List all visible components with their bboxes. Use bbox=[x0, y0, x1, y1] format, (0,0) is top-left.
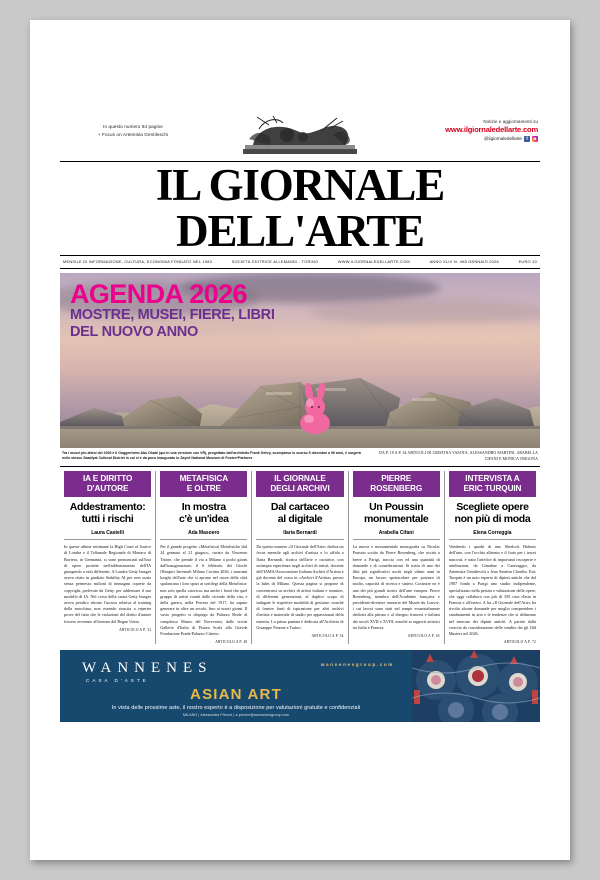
ad-brand-subtitle: CASA D'ASTE bbox=[86, 678, 149, 684]
section-kicker[interactable] bbox=[353, 471, 440, 497]
hero-title-main: AGENDA 2026 bbox=[70, 279, 247, 309]
instagram-icon[interactable]: ◙ bbox=[533, 135, 537, 141]
ad-headline: ASIAN ART bbox=[190, 686, 282, 704]
article-byline: Arabella Cifani bbox=[353, 530, 440, 540]
article-headline[interactable] bbox=[160, 502, 247, 526]
ad-text-area bbox=[60, 650, 412, 722]
headline-line2: al digitale bbox=[277, 512, 323, 525]
hero-caption-row bbox=[60, 448, 540, 466]
kicker-line2: ERIC TURQUIN bbox=[463, 484, 522, 494]
masthead-title: IL GIORNALE DELL'ARTE bbox=[60, 162, 540, 256]
hero-headline bbox=[70, 281, 275, 340]
masthead-subbar bbox=[60, 256, 540, 269]
article-byline: Elena Correggia bbox=[449, 530, 536, 540]
headline-line2: tutti i rischi bbox=[81, 512, 134, 525]
kicker-line1: PIERRE bbox=[381, 474, 412, 484]
subbar-site: WWW.ILGIORNALEDELLARTE.COM bbox=[337, 259, 410, 264]
article-headline[interactable] bbox=[64, 502, 151, 526]
cloud bbox=[310, 299, 540, 325]
article-headline[interactable] bbox=[256, 502, 343, 526]
column-metafisica-e-oltre bbox=[155, 471, 251, 644]
subbar-issue: ANNO XLIV N. 498 GENNAIO 2026 bbox=[429, 259, 499, 264]
article-body: Vendendo i quadri di uno Sherlock Holmes dell'arte, con l'occhio allenato e il fiuto per i tesori nascosti, è stato l'artefice di importanti riscoperte e attribuzioni, da Cimabue a Caravaggio, da Artemisia Gentileschi a Jean Siméon Chardin. Eric Turquin è un noto esperto di dipinti antichi che dal 1987 fonda a Parigi uno studio indipendente, specializzato nella perizia e valutazione delle opere, che oggi collabora con più di 350 case d'asta in Francia e all'estero. A lui «Il Giornale dell'Arte» ha rivolto alcune domande per meglio comprendere i cambiamenti in atto e le tendenze che si delineano nel mercato dei dipinti antichi. A partire dalla crescita da considerazione delle vendite dei gli Old Masters nel 2026. bbox=[448, 544, 537, 637]
article-reference[interactable]: ARTICOLO A P. 32 bbox=[119, 627, 152, 632]
facebook-icon[interactable]: f bbox=[524, 136, 530, 142]
top-strip bbox=[60, 115, 540, 161]
hero-caption: Tra i musei più attesi del 2026 è il Guggenheim Abu Dhabi (qui in una versione con VR), progettato dall'architetto Frank Gehry, scomparso lo scorso 5 dicembre a 96 anni, è sorgerà nello stesso Saadiyat Cultural District in cui si è da poco inaugurato lo Zayed National Museum di Foster+Partners bbox=[62, 451, 361, 461]
article-body: La nuova e monumentale monografia su Nicolas Poussin scritta da Pierre Rosenberg, che uscirà a breve a Parigi, traccia con ed una quantità di domande e di considerazioni. Si tratta di uno dei libri più significativi usciti negli ultimi anni in Europa, un lavoro spettacolare per potenza di studio, capacità di ricerca e sintesi. Costruire ne è uno dei più grandi storici dell'arte europea. Pierre Rosenberg, membro dell'Académie française e presidente-direttore onorario del Musée du Louvre, i cui lavori sono stati nel tempo essenzialmente dedicati alla pittura e al disegno francesi e italiani dei secoli XVII e XVIII, nonché ai rapporti artistici tra Italia e Francia. bbox=[352, 544, 440, 630]
article-headline[interactable] bbox=[449, 502, 536, 526]
kicker-line2: DEGLI ARCHIVI bbox=[270, 484, 330, 494]
issue-note-line2: + Focus on Artemisia Gentileschi bbox=[97, 132, 169, 137]
front-page-columns bbox=[60, 466, 540, 644]
section-kicker[interactable] bbox=[449, 471, 536, 497]
kicker-line1: IL GIORNALE bbox=[274, 474, 326, 484]
hero-photo bbox=[60, 273, 540, 448]
website-link[interactable]: www.ilgiornaledellarte.com bbox=[445, 125, 538, 134]
article-byline: Laura Castelli bbox=[64, 530, 151, 540]
newspaper-page bbox=[30, 20, 570, 860]
headline-line2: monumentale bbox=[364, 512, 429, 525]
column-intervista-eric-turquin bbox=[444, 471, 540, 644]
article-byline: Ilaria Bernardi bbox=[256, 530, 343, 540]
hero-subtitle-line2: DEL NUOVO ANNO bbox=[70, 323, 198, 340]
column-il-giornale-degli-archivi bbox=[251, 471, 347, 644]
pink-bunny-sculpture bbox=[292, 383, 338, 435]
headline-line1: Dal cartaceo bbox=[270, 501, 330, 514]
hero-subtitle-line1: MOSTRE, MUSEI, FIERE, LIBRI bbox=[70, 307, 275, 323]
section-kicker[interactable] bbox=[64, 471, 151, 497]
ad-url[interactable]: wannenesgroup.com bbox=[320, 662, 394, 668]
engraving-vignette-icon bbox=[225, 115, 375, 157]
section-kicker[interactable] bbox=[256, 471, 343, 497]
top-right-info bbox=[445, 119, 538, 142]
section-kicker[interactable] bbox=[160, 471, 247, 497]
subbar-tagline: MENSILE DI INFORMAZIONE, CULTURA, ECONOMIA FONDATO NEL 1983 bbox=[63, 259, 213, 264]
article-reference[interactable]: ARTICOLO A P. 72 bbox=[503, 640, 537, 645]
ad-brand-logo: WANNENES bbox=[82, 660, 213, 677]
headline-line2: non più di moda bbox=[454, 512, 531, 525]
headline-line2: c'è un'idea bbox=[179, 512, 229, 525]
kicker-line2: D'AUTORE bbox=[86, 484, 129, 494]
page-content bbox=[60, 115, 540, 722]
ad-contact: MILANO | Alessandra Pieroni | a.pieroni@wannenesgroup.com bbox=[182, 713, 290, 718]
article-body: Da questo numero «Il Giornale dell'Arte» dedica un focus mensile agli archivi d'artista e lo affida a Ilaria Bernardi, storica dell'arte e curatrice, con un'ampia esperienza negli archivi di artisti, docente dell'IAMA/Associazione Italiana Archivi d'Artista e già docente del corso in «Archivi d'Artista» presso la Iulm di Milano. Questa pagina si propone di concentrarsi su archivi di artisti italiani e stranieri, di differenti generazioni, al duplice scopo di indagare le rispettive modalità di gestione, nonché di fornire fonti di ispirazione per altri archivi d'artista e materiale di studio per appassionati della materia. La prima puntata è dedicata all'Archivio di Giuseppe Penone a Torino. bbox=[256, 544, 344, 630]
article-headline[interactable] bbox=[353, 502, 440, 526]
kicker-line2: E OLTRE bbox=[186, 484, 221, 494]
subbar-publisher: SOCIETÀ EDITRICE ALLEMANDI - TORINO bbox=[231, 259, 319, 264]
hero-credit: DA P. 10 A P. 34 ARTICOLI DI CRISTINA VASOTA, ALESSANDRO MARTINI, ARABELLA CIFANI E MONICA TRIGONA bbox=[379, 451, 538, 461]
article-reference[interactable]: ARTICOLO A P. 65 bbox=[407, 634, 440, 639]
article-body: In queste ultime settimane la High Court of Justice di Londra e il Tribunale Regionale di Monaco di Baviera, in Germania, si sono pronunciati sull'uso di opere protette nell'addestramento dell'IA giungendo a esiti differenti. A Londra Getty Images aveva citato in giudizio Stability AI per aver usato senza permesso milioni di immagini coperte da copyright, prelevate da Getty, per addestrare il suo modello di IA. Nel corso della causa Getty Images aveva peraltro ritirato l'accusa relativa al training della macchina, non essendo riuscita a reperire prove del fatto che le violazioni del diritto d'autore fossero avvenute all'interno del Regno Unito. bbox=[64, 544, 152, 624]
advertisement-wannenes[interactable] bbox=[60, 650, 540, 722]
article-body: Per il grande progetto «Metafisica| Metafisiche |dal 24 gennaio al 21 giugno», curato da Vincenzo Trione, che prende il via a Milano a pochi giorni dall'inaugurazione, il 6 febbraio, dei Giochi Olimpici Invernali Milano Cortina 2026, i massimi luoghi dell'arte che si aprono nel cuore della città spalancano i loro spazi ai sortilegi della Metafisica: non solo quella «storica» ma anche i frutti che quel gruppo di artisti riuniti dalle vicende della vita, e della guerra, nella Ferrara del 1917, ha saputo generare in oltre un secolo, fino ai nostri giorni. Il vasto progetto si dispiega da Palazzo Reale al complesso Museo del Novecento, dalle vicine Gallerie d'Italia di Piazza Scala alla Gravde Fondazione Prada-Palazzo Citterio. bbox=[160, 544, 248, 637]
social-row bbox=[445, 136, 538, 142]
column-pierre-rosenberg bbox=[348, 471, 444, 644]
headline-line1: Addestramento: bbox=[69, 501, 146, 514]
kicker-line1: METAFISICA bbox=[179, 474, 229, 484]
social-handle: @ilgiornaledellarte bbox=[483, 136, 522, 141]
subbar-price: EURO 10 bbox=[518, 259, 537, 264]
article-reference[interactable]: ARTICOLO A P. 48 bbox=[215, 640, 248, 645]
issue-note bbox=[68, 123, 198, 139]
issue-note-line1: In questo numero 84 pagine bbox=[103, 124, 163, 129]
article-reference[interactable]: ARTICOLO A P. 54 bbox=[311, 634, 344, 639]
ad-artwork-image bbox=[412, 650, 540, 722]
headline-line1: Un Poussin bbox=[369, 501, 424, 514]
headline-line1: Scegliete opere bbox=[456, 501, 529, 514]
headline-line1: In mostra bbox=[181, 501, 226, 514]
kicker-line1: IA E DIRITTO bbox=[82, 474, 133, 484]
ad-description: In vista delle prossime aste, il nostro esperto è a disposizione per valutazioni gratuite e confidenziali bbox=[111, 705, 361, 712]
article-byline: Ada Masoero bbox=[160, 530, 247, 540]
column-ia-e-diritto-dautore bbox=[60, 471, 155, 644]
kicker-line1: INTERVISTA A bbox=[465, 474, 520, 484]
updates-label: Notizie e aggiornamenti su bbox=[483, 119, 538, 124]
kicker-line2: ROSENBERG bbox=[370, 484, 423, 494]
